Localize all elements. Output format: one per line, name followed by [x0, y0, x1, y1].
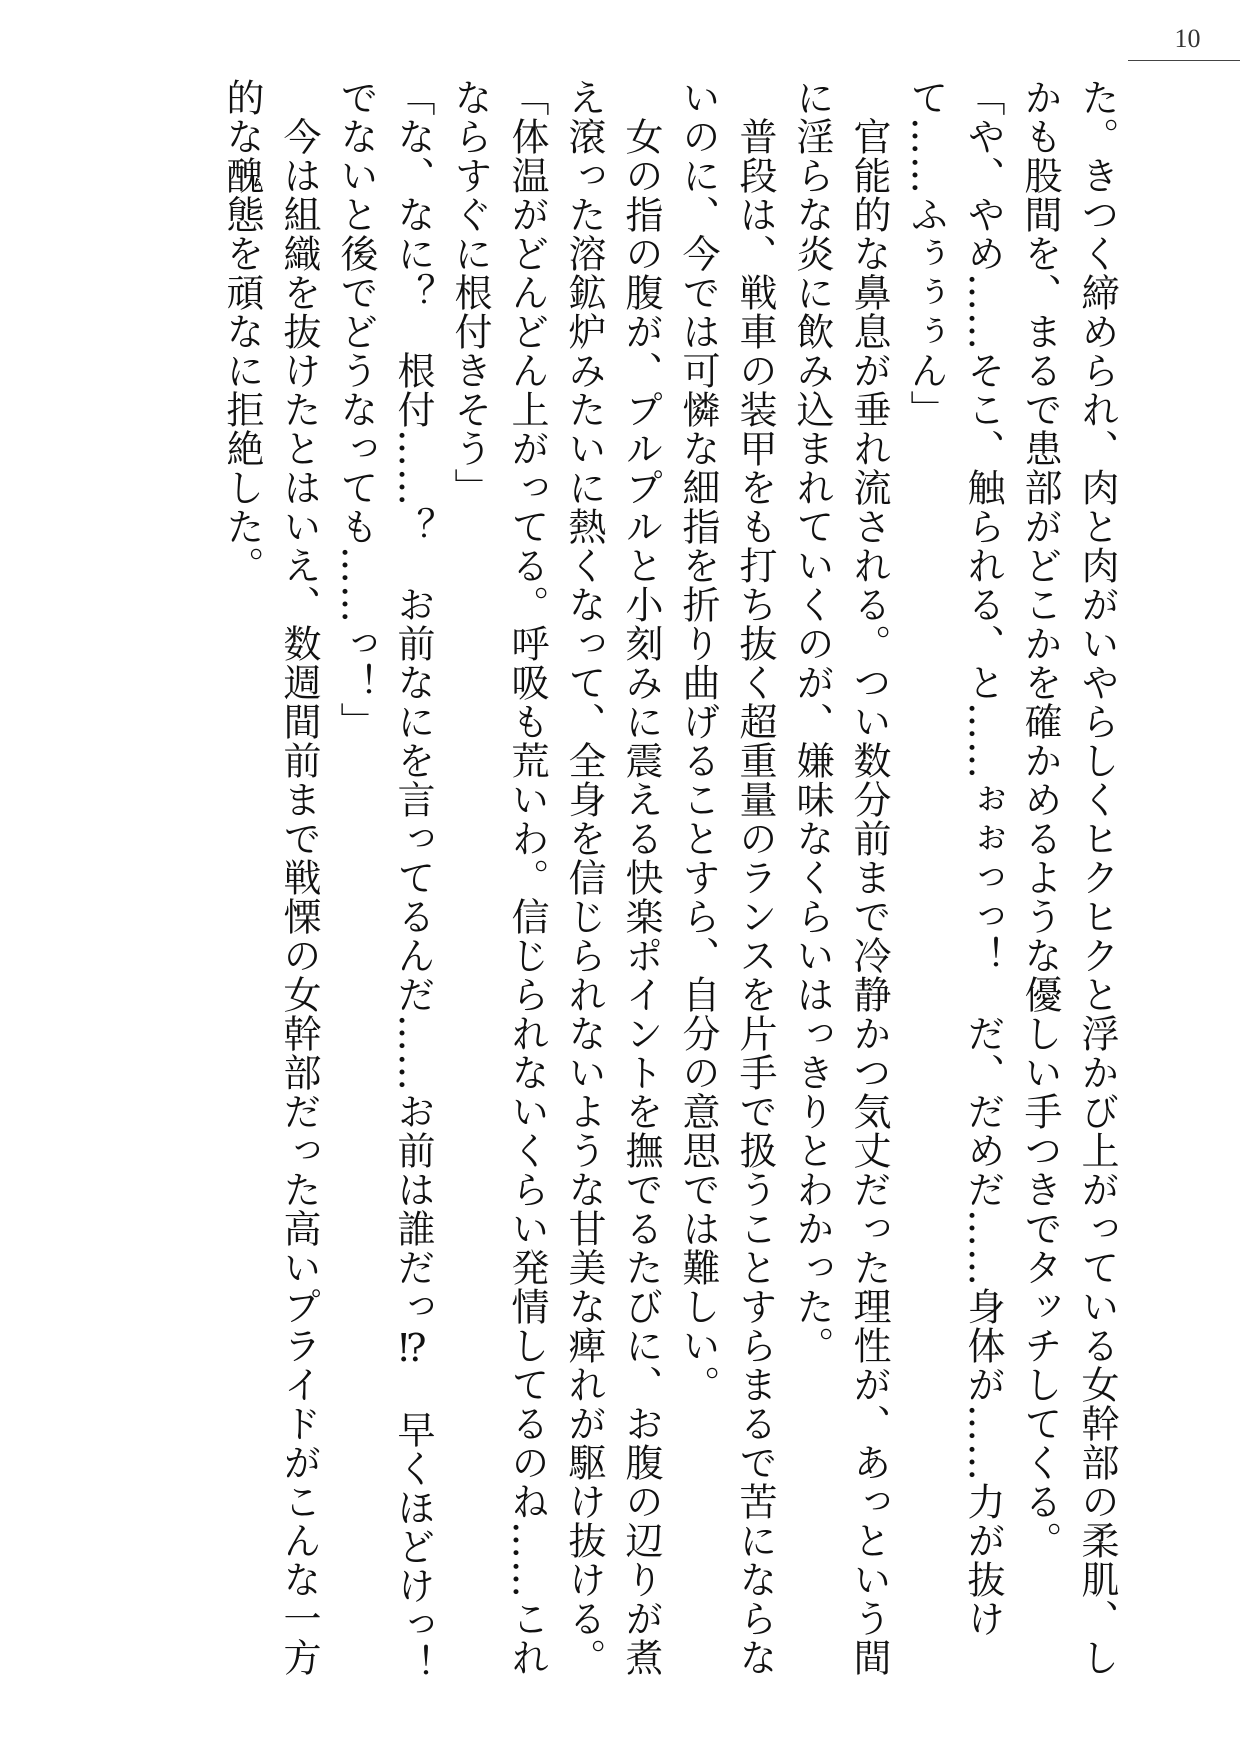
- dialogue-paragraph: 「体温がどんどん上がってる。呼吸も荒いわ。信じられないくらい発情してるのね……これならすぐに根付きそう」: [448, 78, 549, 1677]
- paragraph: 今は組織を抜けたとはいえ、数週間前まで戦慄の女幹部だった高いプライドがこんな一方的な醜態を頑なに拒絶した。: [220, 78, 321, 1677]
- page-number: 10: [1174, 24, 1201, 53]
- page-number-rule: [1128, 60, 1240, 61]
- paragraph: 官能的な鼻息が垂れ流される。つい数分前まで冷静かつ気丈だった理性が、あっという間に淫らな炎に飲み込まれていくのが、嫌味なくらいはっきりとわかった。: [790, 78, 891, 1677]
- paragraph: た。きつく締められ、肉と肉がいやらしくヒクヒクと浮かび上がっている女幹部の柔肌、しかも股間を、まるで患部がどこかを確かめるような優しい手つきでタッチしてくる。: [1018, 78, 1119, 1677]
- dialogue-paragraph: 「な、なに？ 根付……？ お前なにを言ってるんだ……お前は誰だっ⁉ 早くほどけっ！ でないと後でどうなっても……っ！」: [334, 78, 435, 1722]
- paragraph: 普段は、戦車の装甲をも打ち抜く超重量のランスを片手で扱うことすらまるで苦にならないのに、今では可憐な細指を折り曲げることすら、自分の意思では難しい。: [676, 78, 777, 1677]
- vertical-body-text: [115, 78, 1125, 1722]
- paragraph: 女の指の腹が、プルプルと小刻みに震える快楽ポイントを撫でるたびに、お腹の辺りが煮え滾った溶鉱炉みたいに熱くなって、全身を信じられないような甘美な痺れが駆け抜ける。: [562, 78, 663, 1677]
- dialogue-paragraph: 「や、やめ……そこ、触られる、と……ぉぉっっ！ だ、だめだ……身体が……力が抜けて……ふぅぅぅん」: [904, 78, 1005, 1638]
